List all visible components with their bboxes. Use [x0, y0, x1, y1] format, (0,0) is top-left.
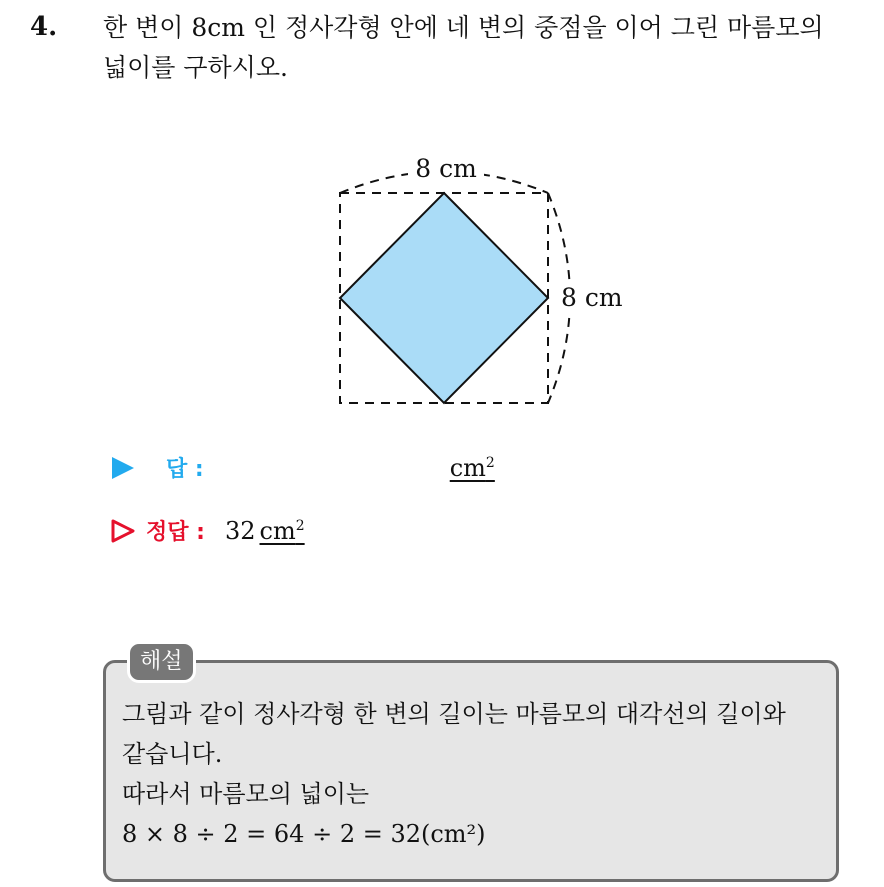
question-number: 4.	[30, 12, 58, 42]
correct-answer-label: 정답 :	[146, 520, 205, 545]
correct-unit-base: cm	[259, 516, 296, 545]
explanation-line-3: 따라서 마름모의 넓이는	[122, 780, 370, 808]
correct-answer-row	[110, 515, 305, 546]
play-filled-icon	[110, 455, 136, 481]
correct-unit-exponent: 2	[295, 517, 305, 534]
correct-answer-unit	[260, 517, 305, 545]
question-line-1: 한 변이 8cm 인 정사각형 안에 네 변의 중점을 이어 그린 마름모의	[103, 13, 824, 42]
answer-row	[110, 452, 495, 483]
right-length-label: 8 cm	[561, 283, 623, 312]
square-rhombus-figure	[0, 0, 884, 440]
answer-label: 답 :	[166, 457, 204, 482]
explanation-line-4: 8 × 8 ÷ 2 = 64 ÷ 2 = 32(cm²)	[122, 820, 486, 848]
answer-unit-base: cm	[449, 453, 486, 482]
answer-unit-exponent: 2	[485, 454, 495, 471]
play-outline-icon	[110, 518, 136, 544]
explanation-line-1: 그림과 같이 정사각형 한 변의 길이는 마름모의 대각선의 길이와	[122, 700, 786, 728]
question-line-2: 넓이를 구하시오.	[103, 53, 288, 82]
explanation-line-2: 같습니다.	[122, 740, 223, 768]
rhombus	[340, 193, 548, 403]
answer-unit	[450, 454, 495, 482]
top-length-label: 8 cm	[415, 154, 477, 183]
correct-answer-value: 32	[224, 516, 256, 545]
explanation-text	[122, 694, 832, 854]
explanation-tag: 해설	[127, 641, 196, 683]
